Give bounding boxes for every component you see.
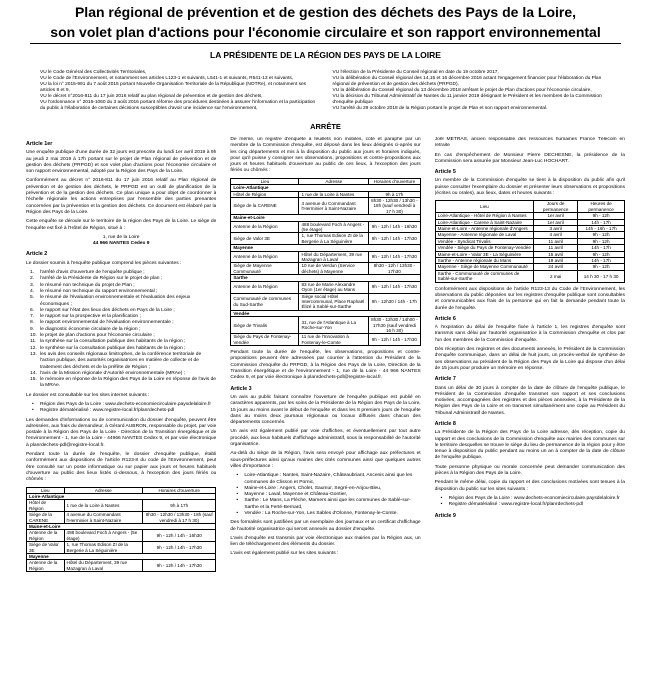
table-cell: 14h - 16h - 17h (578, 226, 625, 232)
list-number: 9. (30, 326, 35, 332)
list-text: l'arrêté d'avis d'ouverture de l'enquête publique ; (40, 270, 145, 276)
paragraph: L'avis est également publié sur les sites suivants : (230, 551, 339, 557)
paragraph: Des formalités sont justifiées par un exemplaire des journaux et un certificat d'affichage de l'autorité organisatrice qui seront annexés au dossier d'enquête. (230, 520, 421, 532)
table-cell: 11 avril (534, 238, 578, 244)
table-cell: Maine-et-Loire - Antenne régionale d'Angers (435, 226, 533, 232)
article-2-title: Article 2 (26, 251, 48, 258)
table-cell: 9h - 12h (578, 232, 625, 238)
table-cell: Loire-Atlantique (27, 493, 216, 499)
table-cell: 1 rue de la Loire à Nantes (64, 500, 143, 512)
table-cell: 83 rue de Marie Alexandre Oyon (1er étage) au Mans (299, 281, 369, 293)
table-row (231, 293, 420, 310)
column-1 (26, 137, 216, 576)
list-text: l'avis de la Mission régionale d'Autorité environnementale (MRAe) ; (40, 370, 186, 376)
table-cell: 14h - 17h (578, 219, 625, 225)
paragraph: Le dossier soumis à l'enquête publique comprend les pièces suivantes : (26, 260, 182, 266)
list-text: la synthèse sur la consultation publique des habitants de la région ; (40, 339, 186, 345)
table-cell: 8h30 - 12h30 / 13h30 - 18h (sauf vendredi à 17 h 30) (143, 512, 216, 524)
paragraph: En cas d'empêchement de Monsieur Pierre DECHESNE, la présidence de la Commission sera assurée par Monsieur Jean-Luc HOCHART. (434, 152, 625, 164)
table-cell: Siège de Trivalis (231, 317, 299, 334)
website-item[interactable]: • Région des Pays de la Loire : www.dechets-economiecirculaire.paysdelaloire.fr (435, 496, 625, 502)
table-cell: 14 h 30 - 17 h 30 (578, 270, 625, 282)
table-cell: Mayenne - Siège de Mayenne Communauté (435, 264, 533, 270)
paragraph: De même, un registre d'enquête à feuillets non mobiles, coté et paraphé par un membre de la Commission d'enquête, est déposé dans les lieux désignés ci-après sur les cinq départements et mis à la disposition du public aux jours et horaires indiqués, pour qu'il puisse y consigner ses observations, propositions et contre-propositions aux jours et heures habituels d'ouverture au public de ces lieux, à l'exception des jours fériés ou chômés : (230, 137, 421, 174)
list-text: le synthèse sur la consultation publique des habitants de la région ; (40, 345, 186, 351)
vu-item: VU la délibération du Conseil régional du 13 décembre 2018 arrêtant le projet de Plan d'actions pour l'économie circulaire, (332, 88, 592, 93)
table-cell: 14h - 17h (578, 245, 625, 251)
table-cell: 24 avril (534, 264, 578, 270)
table-cell: Siège du Pays de Fontenay-Vendée (231, 334, 299, 346)
title-line-2: son volet plan d'actions pour l'économie circulaire et son rapport environnemental (50, 24, 601, 40)
table-row (27, 500, 216, 512)
column-header: Horaires d'ouverture (369, 178, 421, 184)
vu-right-column (333, 70, 612, 112)
table-cell: 8h30 - 12h / 13h30 - 17h30 (369, 263, 421, 275)
table-row (231, 317, 420, 334)
list-text: l'arrêté de la Présidente de Région sur le projet de plan ; (40, 276, 163, 282)
paragraph: Les demandes d'informations ou de communication du dossier d'enquête, peuvent être adressées, aux frais du demandeur, à Gérard AUBRON, responsable du projet, par voie postale à la Région des Pays de la Loire - Direction de la Transition énergétique et de l'environnement - 1, rue de la Loire - 44966 NANTES Cedex 9, et par voie électronique à planrdechets-pdl@registre-local.fr. (26, 417, 217, 448)
arrete-heading: ARRÊTE (310, 122, 341, 131)
seat-address-line-2: 44 966 NANTES Cedex 9 (92, 241, 150, 247)
table-row (231, 263, 420, 275)
table-cell: 1, rue Thomas Edison ZI de la Bergerie à La Séguinière (299, 233, 369, 245)
paragraph: Une enquête publique d'une durée de 32 jours est prescrite du lundi 1er avril 2019 à 9h au jeudi 2 mai 2019 à 17h portant sur le projet de Plan régional de prévention et de gestion des déchets (PRPGD) et son volet plan d'actions pour l'économie circulaire et son rapport environnemental, adopté par la Région des Pays de la Loire. (26, 150, 217, 175)
list-number: 14. (30, 370, 37, 376)
consultation-table (26, 487, 216, 573)
header-rule (30, 43, 621, 44)
list-number: 6. (30, 307, 35, 313)
authority: LA PRÉSIDENTE DE LA RÉGION DES PAYS DE LA LOIRE (210, 50, 441, 60)
paragraph: Un avis au public faisant connaître l'ouverture de l'enquête publique est publié en caractères apparents, par les soins de la Présidente de la Région des Pays de la Loire, 15 jours au moins avant le début de l'enquête et dans les 8 premiers jours de l'enquête dans au moins deux journaux régionaux ou locaux diffusés dans chacun des départements concernés. (230, 394, 421, 426)
table-cell: Sarthe - Communauté de communes de Sablé-sur-Sarthe (435, 270, 533, 282)
table-cell: Siège de la CARENE (27, 512, 65, 524)
paragraph: Dans un délai de 30 jours à compter de la date de clôture de l'enquête publique, le Président de la Commission d'enquête transmet son rapport et ses conclusions motivées, accompagnées des registres et des pièces annexées, à la Présidente de la Région des Pays de la Loire et en transmet simultanément une copie au Président du Tribunal Administratif de Nantes. (434, 385, 625, 416)
table-row (27, 512, 216, 524)
article-6-title: Article 6 (434, 315, 456, 322)
table-cell: Antenne de la Région (231, 281, 299, 293)
vu-left-column (40, 70, 319, 112)
list-item: • Sarthe : Le Mans, La Flèche, Mamers ainsi que les communes de Sablé-sur-Sarthe et la Ferté-Bernard, (230, 498, 420, 511)
article-3-title: Article 3 (230, 385, 252, 392)
table-cell: 4 avenue du Commandant l'Herminier à Saint-Nazaire (64, 512, 143, 524)
table-cell: 2 mai (534, 270, 578, 282)
table-cell: 1er avril (534, 219, 578, 225)
list-text: le diagnostic économie circulaire de la région ; (40, 326, 141, 332)
paragraph: L'avis d'enquête est transmis par voie électronique aux mairies par la Région aux, un lien de téléchargement des éléments du dossier. (230, 535, 421, 548)
table-row (435, 245, 624, 251)
table-row (231, 251, 420, 263)
article-9-title: Article 9 (434, 512, 456, 519)
article-8-title: Article 8 (434, 421, 456, 427)
table-cell: 9h - 12h / 14h - 17h30 (369, 334, 421, 346)
table-cell: Vendée - Syndicat Trivalis (435, 238, 533, 244)
table-cell: Communauté de communes du Sud-Sarthe (231, 293, 299, 310)
table-cell: Siège de Mayenne Communauté (231, 263, 299, 275)
table-cell: Loire-Atlantique - Hôtel de Région à Nantes (435, 213, 533, 219)
table-cell: Siège de la CARENE (231, 198, 299, 215)
column-2 (230, 137, 420, 576)
table-cell: 1 rue de la Loire à Nantes (299, 191, 369, 197)
title-line-1: Plan régional de prévention et de gestion des déchets des Pays de la Loire, (74, 4, 577, 20)
vu-item: VU l'ordonnance n° 2016-1060 du 3 août 2016 portant réforme des procédures destinées à assurer l'information et la participation du public à l'élaboration de certaines décisions susceptibles d'avoir une incidence sur l'environnement, (40, 100, 316, 111)
vu-item: VU la loi n° 2015-991 du 7 août 2015 portant Nouvelle Organisation Territoriale de la République (NOTRe), et notamment ses articles 8 et 9, (40, 82, 307, 93)
table-row (27, 542, 216, 554)
paragraph: Un membre de la Commission d'enquête se tient à la disposition du public afin qu'il puisse consulter l'exemplaire du dossier et présenter leurs observations et propositions (écrites ou orales), aux lieux, dates et heures suivants : (434, 178, 625, 197)
permanences-table (435, 200, 625, 282)
list-number: 2. (30, 276, 35, 282)
paragraph: À l'expiration du délai de l'enquête fixée à l'article 1, les registres d'enquête sont transmis sans délai par l'autorité organisatrice à la Commission d'enquête et clos par l'un des membres de la Commission d'enquête. (434, 325, 625, 343)
list-number: 12. (30, 345, 37, 351)
table-cell: Mayenne - Antenne régionale de Laval (435, 232, 533, 238)
column-header: Lieu (27, 487, 65, 493)
paragraph: Toute personne physique ou morale concernée peut demander communication des pièces à la Région des Pays de la Loire. (434, 464, 625, 477)
table-cell: 8h30 - 12h30 / 13h30 - 18h (sauf vendredi à 17 h 30) (369, 198, 421, 215)
list-number: 10. (30, 333, 37, 339)
table-cell: Loire-Atlantique (231, 185, 420, 191)
table-row (231, 233, 420, 245)
table-cell: 19 avril (534, 258, 578, 264)
table-cell: 9h - 12h / 14h - 17h30 (143, 560, 216, 572)
vu-item: VU le décret n°2016-811 du 17 juin 2016 relatif au plan régional de prévention et de gestion des déchets, (40, 94, 263, 99)
table-cell: 9h - 12h / 14h - 17h30 (143, 542, 216, 554)
paragraph: Dès réception des registres et des documents annexés, le Président de la Commission d'enquête communique, dans un délai de huit jours, un procès-verbal de synthèse de ses observations au président de la Région des Pays de la Loire qui dispose d'un délai de 15 jours pour produire un mémoire en réponse. (434, 347, 625, 371)
column-header: Adresse (64, 487, 143, 493)
table-cell: 11 avril (534, 245, 578, 251)
article-5-title: Article 5 (434, 169, 456, 176)
list-text: le rapport environnemental de l'évaluation environnementale ; (40, 320, 174, 326)
table-cell: Siège social Hôtel Intercommunal, Place Raphaël Élizé à Sablé-sur-Sarthe (299, 293, 369, 310)
paragraph: Pendant toute la durée de l'enquête, le dossier d'enquête publique, établi conformément aux dispositions de l'article R123-8 du code de l'Environnement, peut être consulté sur un poste informatique ou sur papier aux jours et heures habituels d'ouverture au public des lieux listés ci-dessous, à l'exception des jours fériés ou chômés : (26, 452, 217, 483)
table-cell: Hôtel de Région (231, 191, 299, 197)
table-cell: 11 rue de l'Innovation à Fontenay-le-Comte (299, 334, 369, 346)
list-number: 13. (30, 351, 37, 357)
table-cell: 1, rue Thomas Edison ZI de la Bergerie à La Séguinière (64, 542, 143, 554)
website-item[interactable]: • Région des Pays de la Loire : www.dechets-economiecirculaire.paysdelaloire.fr (26, 402, 216, 408)
article-1-title: Article 1er (26, 141, 53, 147)
column-header: Heures de permanence (578, 201, 625, 213)
table-row (435, 270, 624, 282)
table-cell: 14h - 17h (578, 258, 625, 264)
table-cell: 9h - 12h (578, 238, 625, 244)
website-item[interactable]: • Registre dématérialisé : www.registre-local.fr/planrdechets-pdl (435, 502, 625, 508)
table-cell: 9h - 12h / 14h - 16h30 (369, 221, 421, 233)
paragraph: Conformément au décret n° 2016-811 du 17 juin 2016 relatif au Plan régional de prévention et de gestion des déchets, le PRPGD est un outil de planification de la prévention et de la gestion des déchets. Ce plan unique a pour objet de coordonner à l'échelle régionale les actions entreprises par l'ensemble des parties prenantes concernées par la prévention et la gestion des déchets. Ce document est élaboré par la Région des Pays de la Loire. (26, 178, 217, 215)
list-item (26, 352, 216, 371)
table-cell: Antenne de la Région (231, 221, 299, 233)
table-cell: 9h - 12h / 14h - 17h30 (369, 233, 421, 245)
column-header: Jours de permanence (534, 201, 578, 213)
table-cell: 9h - 12h / 14h - 17h30 (369, 251, 421, 263)
paragraph: Pendant le même délai, copie du rapport et des conclusions motivées sont tenues à la disposition du public sur les sites suivants : (434, 480, 625, 492)
table-cell: 15 avril (534, 251, 578, 257)
list-text: le mémoire en réponse de la Région des Pays de la Loire en réponse de l'avis de la MRAe. (40, 377, 217, 389)
vu-item: VU la décision du Tribunal Administratif de Nantes du 11 janvier 2019 désignant le Président et les membres de la Commission d'enquête publique (332, 94, 602, 105)
list-text: le résumé de l'évaluation environnementale et l'évaluation des enjeux économiques ; (40, 295, 191, 307)
list-text: les avis des conseils régionaux limitrophes, de la conférence territoriale de l'action publique, des autorités organisatrices en matière de collecte et de traitement des déchets et de la préfète de Région ; (40, 351, 202, 370)
table-cell: Mayenne (231, 245, 420, 251)
list-number: 1. (30, 270, 35, 276)
table-row (231, 334, 420, 346)
table-cell: Antenne de la Région (27, 530, 65, 542)
table-cell: Maine-et-Loire (231, 215, 420, 221)
column-header: Adresse (299, 178, 369, 184)
list-text: le rapport sur la prospective et la planification ; (40, 314, 141, 320)
table-cell: Antenne de la Région (27, 560, 65, 572)
list-item (26, 295, 216, 308)
table-cell: 9h - 12h / 14h - 17h30 (369, 281, 421, 293)
list-number: 8. (30, 320, 35, 326)
list-text: le rapport sur l'état des lieux des déchets en Pays de la Loire ; (40, 307, 175, 313)
list-item: • Vendée : La Roche-sur-Yon, Les Sables d'Olonne, Fontenay-le-Comte. (230, 511, 420, 517)
column-header: Lieu (231, 178, 299, 184)
paragraph: Cette enquête se déroule sur le territoire de la région des Pays de la Loire. Le siège de l'enquête est fixé à l'Hôtel de Région, situé à : (26, 219, 217, 231)
list-number: 4. (30, 288, 35, 294)
table-cell: Siège de Valor 3E (231, 233, 299, 245)
table-cell: Hôtel du Département, 39 rue Mazagran à Laval (299, 251, 369, 263)
cities-list (230, 473, 420, 517)
list-text: le résumé non technique du projet de Plan ; (40, 282, 135, 288)
list-item: • Maine-et-Loire : Angers, Cholet, Saumur, Segré-en-Anjou-Bleu, (230, 486, 420, 492)
table-cell: 4 avenue du Commandant l'Herminier à Saint-Nazaire (299, 198, 369, 215)
website-item[interactable]: • Registre dématérialisé : www.registre-local.fr/planrdechets-pdl (26, 408, 216, 414)
table-cell: Hôtel du Département, 39 rue Mazagran à Laval (64, 560, 143, 572)
table-cell: 10 rue de Verdun (Service déchets) à Mayenne (299, 263, 369, 275)
table-cell: 9h à 17h (369, 191, 421, 197)
vu-item: VU le Code de l'Environnement, et notamment ses articles L123-1 et suivants, L541-1 et suivants, R541-13 et suivants, (40, 76, 294, 81)
vu-item: VU l'élection de la Présidente du Conseil régional en date du 19 octobre 2017, (332, 70, 499, 75)
table-row (231, 221, 420, 233)
body-columns (0, 137, 651, 576)
list-text: le projet de plan d'actions pour l'économie circulaire ; (40, 333, 155, 339)
column-header: Lieu (435, 201, 533, 213)
table-row (231, 198, 420, 215)
table-cell: 9h - 12h (578, 251, 625, 257)
table-cell: Maine-et-Loire - Valor 3E - La Séguinière (435, 251, 533, 257)
registers-table (230, 178, 420, 346)
table-cell: Sarthe - Antenne régionale du Mans (435, 258, 533, 264)
paragraph: Le dossier est consultable sur les sites internet suivants : (26, 392, 150, 398)
list-item: • Mayenne : Laval, Mayenne et Château-Gontier, (230, 492, 420, 498)
table-cell: 8h30 - 12h30 / 14h00 - 17h30 (sauf vendredi 16 h 30) (369, 317, 421, 334)
paragraph: Joël METRAS, ancien responsable des ressources humaines France Télécom en retraite (434, 137, 625, 149)
table-cell: Hôtel de Région (27, 500, 65, 512)
vu-item: VU l'arrêté du 29 octobre 2018 de la Région portant le projet de Plan et son rapport environnemental. (332, 106, 548, 111)
table-cell: Siège de Valor 3E (27, 542, 65, 554)
table-cell: Sarthe (231, 275, 420, 281)
table-cell: 488 boulevard Foch à Angers - (5e étage) (299, 221, 369, 233)
paragraph: Pendant toute la durée de l'enquête, les observations, propositions et contre-propositions peuvent être adressées par courrier à l'attention du Président de la Commission d'enquête du PRPGD, à la Région des Pays de la Loire, Direction de la Transition énergétique et de l'environnement - 1, rue de la Loire - 44 966 NANTES Cedex 9, et par voie électronique à planrdechets-pdl@registre-local.fr. (230, 350, 421, 381)
table-row (231, 281, 420, 293)
paragraph: Au-delà du siège de la Région, l'avis sera envoyé pour affichage aux préfectures et sous-préfectures ainsi qu'aux mairies des cités communes ainsi que quelques autres villes d'importance : (230, 451, 421, 469)
table-cell: 9h à 17h (143, 500, 216, 512)
table-cell: 4 avril (534, 232, 578, 238)
list-number: 7. (30, 314, 35, 320)
websites-list (26, 402, 216, 415)
table-cell: Mayenne (27, 554, 216, 560)
table-cell: 9h - 12h / 14h - 16h30 (143, 530, 216, 542)
table-cell: 9h - 12h (578, 213, 625, 219)
table-cell: 488 boulevard Foch à Angers - (5e étage) (64, 530, 143, 542)
article-7-title: Article 7 (434, 376, 456, 383)
table-row (27, 530, 216, 542)
vu-section (0, 70, 651, 112)
list-number: 11. (30, 339, 37, 345)
column-header: Horaires d'ouverture (143, 487, 216, 493)
table-cell: 3 avril (534, 226, 578, 232)
table-cell: 9h - 12h30 / 14h - 17h (369, 293, 421, 310)
paragraph: Un avis est également publié par voie d'affiches, et éventuellement par tout autre procédé, aux lieux habituels d'affichage administratif, sous la responsabilité de l'autorité organisatrice. (230, 429, 421, 448)
paragraph: Conformément aux dispositions de l'article R123-13 du Code de l'Environnement, les observations du public déposées sur les registres d'enquête publique sont consultables et communicables aux frais de la personne qui en fait la demande pendant toute la durée de l'enquête. (434, 286, 625, 311)
table-cell: 9h - 12h (578, 264, 625, 270)
list-text: le résumé non technique du rapport environnemental ; (40, 288, 158, 294)
list-item (26, 377, 216, 390)
column-3 (435, 137, 625, 576)
vu-item: VU la délibération du Conseil régional des 14,15 et 16 décembre 2016 actant l'engagement financier pour l'élaboration du Plan régional de prévention et de gestion des déchets (PRPGD), (332, 76, 602, 87)
paragraph: La Présidente de la Région des Pays de la Loire adresse, dès réception, copie du rapport et des conclusions de la Commission d'enquête aux mairies des communes sur le territoire desquelles se trouve le siège du lieu de permanence de la région pour y être tenue à disposition du public pendant au moins un an à compter de la date de clôture de l'enquête publique. (434, 430, 625, 461)
seat-address-line-1: 1, rue de la Loire (102, 234, 140, 240)
table-cell: Loire-Atlantique - Carene à Saint-Nazaire (435, 219, 533, 225)
vu-item: VU le Code Général des Collectivités Territoriales, (40, 70, 147, 75)
table-cell: Antenne de la Région (231, 251, 299, 263)
list-item: • Loire-Atlantique : Nantes, Saint-Nazaire, Châteaubriant, Ancenis ainsi que les communes de Clisson et Pornic, (230, 473, 420, 486)
page-header (0, 4, 651, 60)
list-number: 3. (30, 282, 35, 288)
table-cell: Vendée (231, 310, 420, 316)
table-cell: 31, rue de l'Atlantique à La Roche-sur-Yon (299, 317, 369, 334)
table-cell: Maine-et-Loire (27, 523, 216, 529)
list-number: 15. (30, 377, 37, 383)
dossier-pieces-list (26, 270, 216, 390)
list-number: 5. (30, 295, 35, 301)
websites-list (435, 496, 625, 509)
table-row (231, 191, 420, 197)
table-row (27, 560, 216, 572)
table-cell: Vendée - Siège du Pays de Fontenay-Vendée (435, 245, 533, 251)
table-cell: 1er avril (534, 213, 578, 219)
